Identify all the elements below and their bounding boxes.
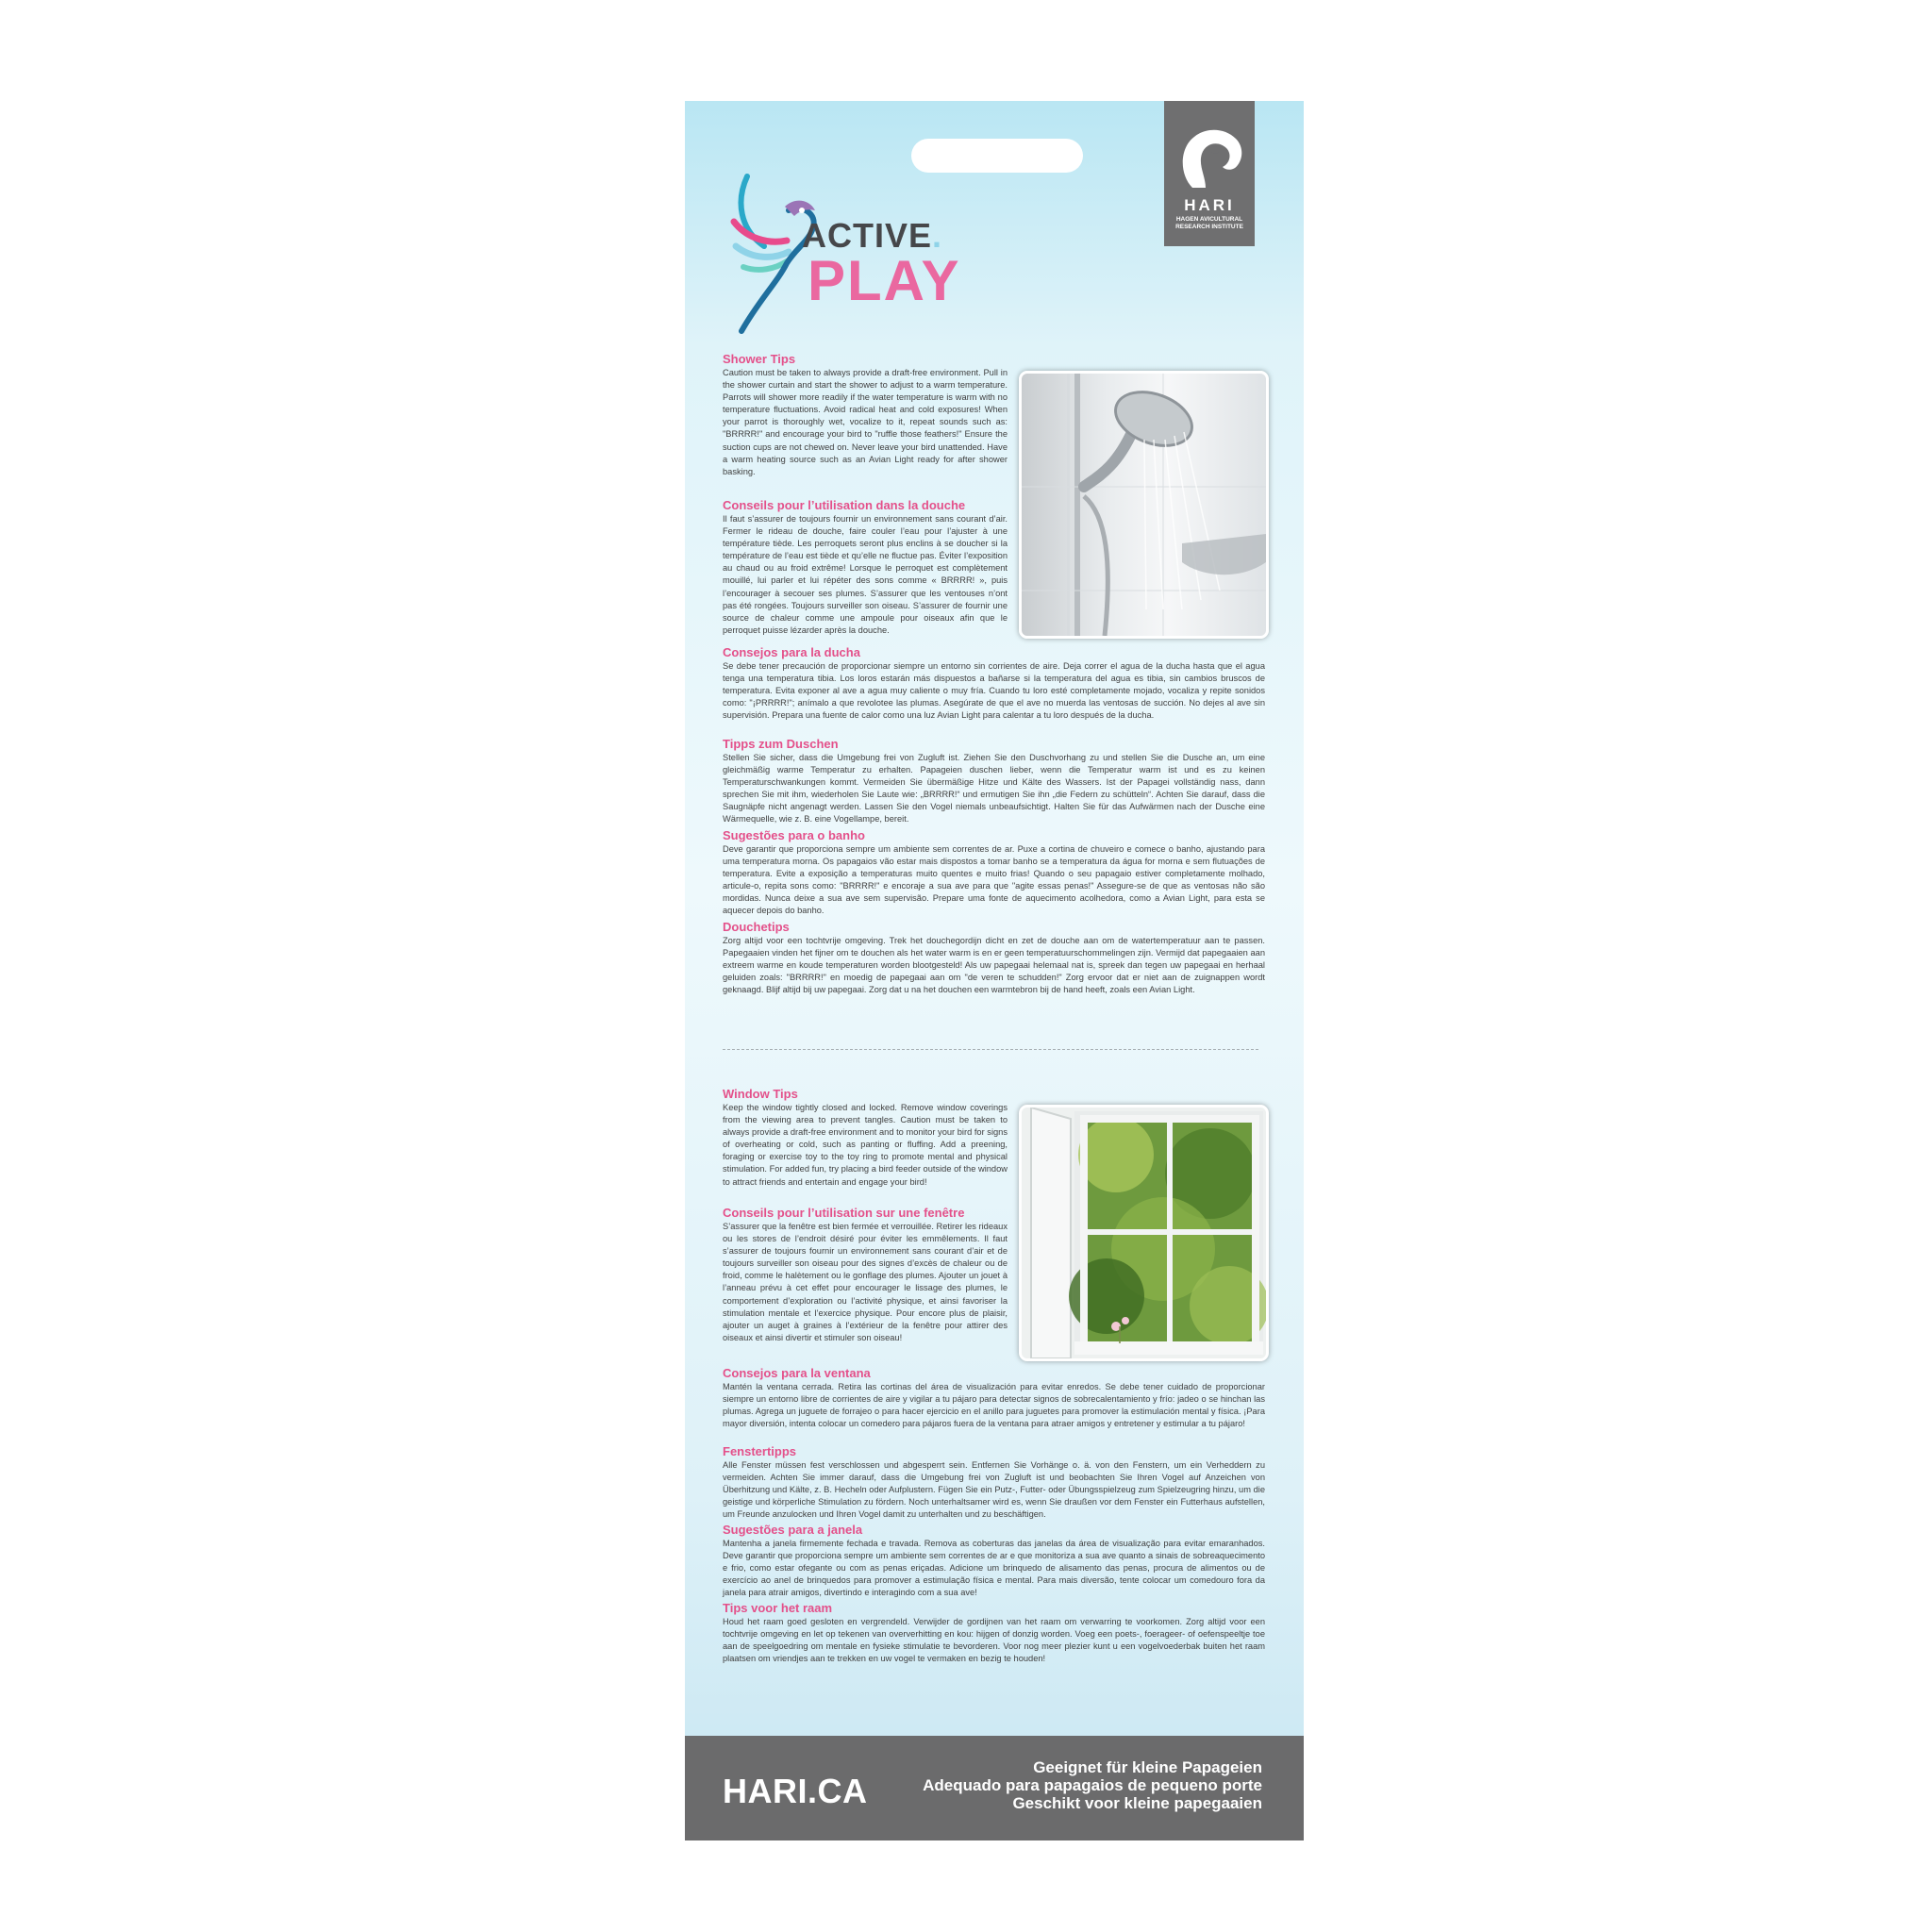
window-photo [1019,1105,1269,1361]
window-tips-pt [723,1523,1265,1599]
section-title: Consejos para la ducha [723,645,860,659]
section-body: Houd het raam goed gesloten en vergrendeld. Verwijder de gordijnen van het raam om verwarring te voorkomen. Zorg altijd voor een tochtvrije omgeving en let op tekenen van oververhitting en kou: hijgen of donzig worden. Voeg een poets-, foerageer- of oefenspeeltje toe aan de speelgoedring om mentale en fysieke stimulatie te bevorderen. Voor nog meer plezier kunt u een vogelvoederbak buiten het raam plaatsen om vriendjes aan te trekken en uw vogel te vermaken en bezig te houden! [723,1617,1265,1664]
section-body: Zorg altijd voor een tochtvrije omgeving. Trek het douchegordijn dicht en zet de douche aan om de watertemperatuur aan te passen. Papegaaien vinden het fijner om te douchen als het water warm is en er geen temperatuurschommelingen zijn. Vermijd dat papegaaien aan extreem warme en koude temperaturen worden blootgesteld! Als uw papegaai helemaal nat is, spreek dan tegen uw papegaai en herhaal geluiden zoals: "BRRRR!" en moedig de papegaai aan om "de veren te schudden!" Zorg ervoor dat er niet aan de zuignappen wordt geknaagd. Blijf altijd bij uw papegaai. Zorg dat u na het douchen een warmtebron bij de hand heeft, zoals een Avian Light. [723,936,1265,995]
section-divider [723,1049,1258,1050]
section-body: S’assurer que la fenêtre est bien fermée et verrouillée. Retirer les rideaux ou les stores de l’endroit désiré pour éviter les emmêlements. Il faut s’assurer de toujours fournir un environnement sans courant d’air et de toujours surveiller son oiseau pour des signes d’excès de chaleur ou de froid, comme le halètement ou le gonflage des plumes. Ajouter un jouet à l’anneau prévu à cet effet pour encourager le lissage des plumes, le comportement d’exploration ou l’activité physique, et ainsi favoriser la stimulation mentale et l’exercice physique. Pour encore plus de plaisir, ajouter un auget à graines à l’extérieur de la fenêtre pour attirer des oiseaux et ainsi divertir et stimuler son oiseau! [723,1222,1008,1342]
hari-name: HARI [1184,196,1235,214]
window-icon [1022,1108,1266,1358]
footer-bar [685,1736,1304,1840]
section-body: Keep the window tightly closed and locked. Remove window coverings from the viewing area to prevent tangles. Caution must be taken to always provide a draft-free environment and to monitor your bird for signs of overheating or cold, such as panting or fluffing. Add a preening, foraging or exercise toy to the toy ring to promote mental and physical stimulation. For added fun, try placing a bird feeder outside of the window to attract friends and entertain and engage your bird! [723,1103,1008,1187]
hari-subtitle: HAGEN AVICULTURAL RESEARCH INSTITUTE [1175,216,1243,230]
hang-hole [911,139,1083,173]
section-title: Conseils pour l’utilisation dans la douche [723,498,966,512]
parrot-head-icon [1174,120,1245,195]
packaging-card [685,101,1304,1840]
section-body: Mantenha a janela firmemente fechada e travada. Remova as coberturas das janelas da área de visualização para evitar emaranhados. Deve garantir que proporciona sempre um ambiente sem correntes de ar e que monitoriza a sua ave quanto a sinais de sobreaquecimento e frio, como estar ofegante ou com as penas eriçadas. Adicione um brinquedo de alisamento das penas, procura de alimentos ou de exercício ao anel de brinquedos para promover a estimulação física e mental. Para mais diversão, tente colocar um comedouro fora da janela para atrair amigos, divertindo e interagindo com a sua ave! [723,1539,1265,1598]
section-title: Conseils pour l’utilisation sur une fenêtre [723,1206,965,1220]
shower-photo [1019,371,1269,639]
shower-tips-es [723,645,1265,722]
section-title: Consejos para la ventana [723,1366,871,1380]
window-tips-nl [723,1601,1265,1665]
window-tips-fr [723,1206,1008,1344]
section-body: Il faut s’assurer de toujours fournir un environnement sans courant d’air. Fermer le rideau de douche, faire couler l’eau pour l’ajuster à une température tiède. Les perroquets seront plus enclins à se doucher si la température de l’eau est tiède et qu’elle ne fluctue pas. Éviter l’exposition au chaud ou au froid extrême! Lorsque le perroquet est complètement mouillé, lui parler et lui répéter des sons comme « BRRRR! », puis l’encourager à secouer ses plumes. S’assurer que les ventouses n’ont pas été rongées. Toujours surveiller son oiseau. S’assurer de fournir une source de chaleur comme une ampoule pour oiseaux afin que le perroquet puisse lézarder après la douche. [723,514,1008,635]
window-tips-es [723,1366,1265,1430]
section-body: Mantén la ventana cerrada. Retira las cortinas del área de visualización para evitar enredos. Se debe tener cuidado de proporcionar siempre un entorno libre de corrientes de aire y vigilar a tu pájaro para detectar signos de sobrecalentamiento y frío: jadeo o se hinchan las plumas. Agrega un juguete de forrajeo o para hacer ejercicio en el anillo para juguetes para promover la estimulación mental y física. ¡Para mayor diversión, intenta colocar un comedero para pájaros fuera de la ventana para atraer amigos y entretener y estimular a tu pájaro! [723,1382,1265,1429]
section-title: Douchetips [723,920,790,934]
shower-tips-en [723,352,1008,478]
shower-tips-pt [723,828,1265,918]
section-title: Sugestões para a janela [723,1523,863,1537]
logo-word-active: ACTIVE. [802,216,943,255]
logo-word-play: PLAY [808,249,961,312]
suitability-line-pt: Adequado para papagaios de pequeno porte [923,1776,1262,1794]
section-body: Alle Fenster müssen fest verschlossen und abgesperrt sein. Entfernen Sie Vorhänge o. ä. von den Fenstern, um ein Verheddern zu vermeiden. Achten Sie immer darauf, dass die Umgebung frei von Zugluft ist und beobachten Sie Ihren Vogel auf Anzeichen von Überhitzung und Kälte, z. B. Hecheln oder Aufplustern. Fügen Sie ein Putz-, Futter- oder Übungsspielzeug zum Spielzeugring hinzu, um die geistige und körperliche Stimulation zu fördern. Noch unterhaltsamer wird es, wenn Sie draußen vor dem Fenster ein Futterhaus aufstellen, um Freunde anzulocken und Ihren Vogel damit zu unterhalten und zu beschäftigen. [723,1460,1265,1520]
active-play-logo [726,173,972,338]
shower-head-icon [1022,374,1266,636]
section-title: Shower Tips [723,352,796,366]
section-title: Tipps zum Duschen [723,737,839,751]
suitability-text [923,1758,1262,1812]
shower-tips-fr [723,498,1008,637]
suitability-line-nl: Geschikt voor kleine papegaaien [1012,1794,1262,1812]
section-body: Deve garantir que proporciona sempre um ambiente sem correntes de ar. Puxe a cortina de chuveiro e comece o banho, ajustando para uma temperatura morna. Os papagaios vão estar mais dispostos a tomar banho se a temperatura da água for morna e sem flutuações de temperatura. Evite a exposição a temperaturas muito quentes e muito frias! Quando o seu papagaio estiver completamente molhado, articule-o, repita sons como: "BRRRR!" e encoraje a sua ave para que "agite essas penas!" Assegure-se de que as ventosas não são mordidas. Nunca deixe a sua ave sem supervisão. Prepare uma fonte de aquecimento acolhedora, como a Avian Light, para esta se aquecer depois do banho. [723,844,1265,916]
window-tips-en [723,1087,1008,1189]
hari-badge [1164,101,1255,246]
section-title: Window Tips [723,1087,798,1101]
section-body: Se debe tener precaución de proporcionar siempre un entorno sin corrientes de aire. Deja correr el agua de la ducha hasta que el agua tenga una temperatura tibia. Los loros estarán más dispuestos a bañarse si la temperatura del agua es tibia, sin cambios bruscos de temperatura. Evita exponer al ave a agua muy caliente o muy fría. Cuando tu loro esté completamente mojado, vocaliza y repite sonidos como: "¡PRRRR!"; anímalo a que revolotee las plumas. Asegúrate de que el ave no muerda las ventosas de succión. No dejes al ave sin supervisión. Prepara una fuente de calor como una luz Avian Light para calentar a tu loro después de la ducha. [723,661,1265,721]
window-tips-de [723,1444,1265,1521]
section-title: Tips voor het raam [723,1601,833,1615]
shower-tips-nl [723,920,1265,996]
section-title: Sugestões para o banho [723,828,865,842]
suitability-line-de: Geeignet für kleine Papageien [1033,1758,1262,1776]
website-url: HARI.CA [723,1772,868,1810]
shower-tips-de [723,737,1265,826]
section-title: Fenstertipps [723,1444,797,1458]
section-body: Caution must be taken to always provide a draft-free environment. Pull in the shower curtain and start the shower to adjust to a warm temperature. Parrots will shower more readily if the water temperature is warm with no temperature fluctuations. Avoid radical heat and cold exposures! When your parrot is thoroughly wet, vocalize to it, repeat sounds such as: "BRRRR!" and encourage your bird to "ruffle those feathers!" Ensure the suction cups are not chewed on. Never leave your bird unattended. Have a warm heating source such as an Avian Light ready for after shower basking. [723,368,1008,476]
section-body: Stellen Sie sicher, dass die Umgebung frei von Zugluft ist. Ziehen Sie den Duschvorhang zu und stellen Sie die Dusche an, um eine gleichmäßig warme Temperatur zu erhalten. Papageien duschen lieber, wenn die Temperatur warm ist und es zu keinen Temperaturschwankungen kommt. Vermeiden Sie übermäßige Hitze und Kälte des Wassers. Ist der Papagei vollständig nass, dann sprechen Sie mit ihm, wiederholen Sie Laute wie: „BRRRR!“ und ermutigen Sie ihn „die Federn zu schütteln“. Achten Sie darauf, dass die Saugnäpfe nicht angenagt werden. Lassen Sie den Vogel niemals unbeaufsichtigt. Halten Sie für das Aufwärmen nach der Dusche eine Wärmequelle, wie z. B. eine Vogellampe, bereit. [723,753,1265,824]
